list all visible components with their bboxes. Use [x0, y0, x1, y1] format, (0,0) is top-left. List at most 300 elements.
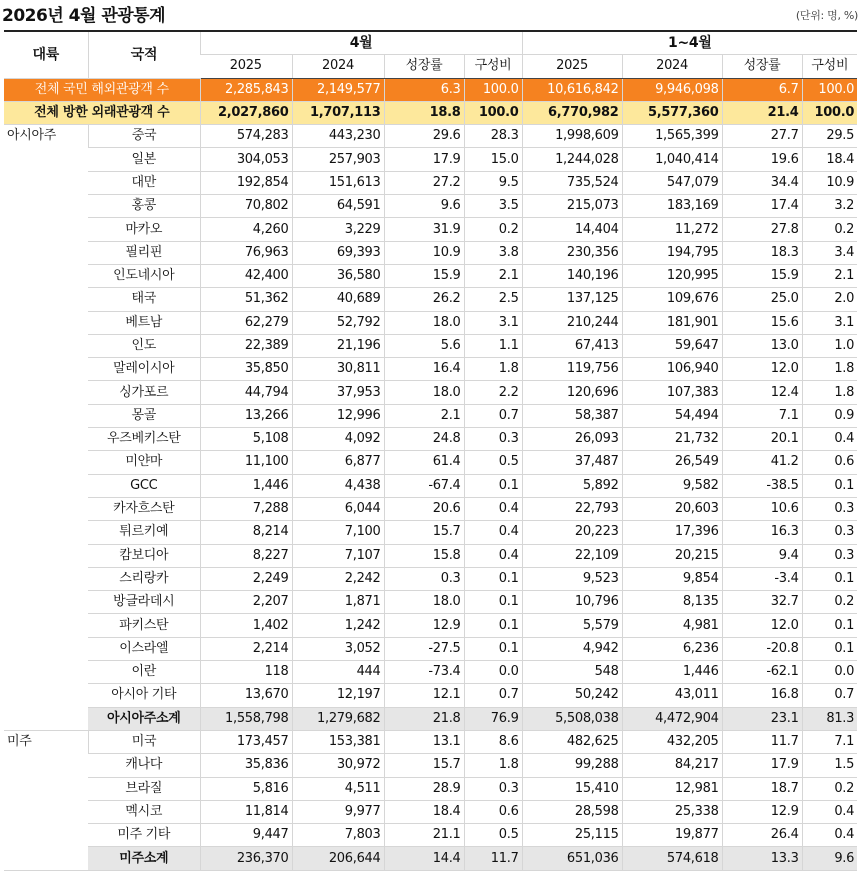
data-cell: 29.5	[802, 125, 857, 148]
data-cell: 17.9	[384, 148, 464, 171]
data-cell: 304,053	[200, 148, 292, 171]
data-cell: 15.0	[464, 148, 522, 171]
data-cell: 0.7	[802, 684, 857, 707]
subtotal-row	[4, 707, 857, 730]
data-cell: 106,940	[622, 358, 722, 381]
data-cell: 1,871	[292, 591, 384, 614]
total-outbound-row	[4, 78, 857, 101]
data-cell: -62.1	[722, 661, 802, 684]
unit-note: (단위: 명, %)	[795, 9, 858, 22]
data-cell: 194,795	[622, 241, 722, 264]
data-cell: 12,996	[292, 404, 384, 427]
table-row	[4, 428, 857, 451]
data-cell: 9.4	[722, 544, 802, 567]
data-cell: 43,011	[622, 684, 722, 707]
data-cell: 9.6	[384, 195, 464, 218]
data-cell: 42,400	[200, 264, 292, 287]
data-cell: 28.9	[384, 777, 464, 800]
table-row	[4, 824, 857, 847]
total-value: 2,285,843	[200, 78, 292, 101]
country-name: 방글라데시	[88, 591, 200, 614]
subtotal-label: 아시아주소계	[88, 707, 200, 730]
data-cell: 17.9	[722, 754, 802, 777]
data-cell: 181,901	[622, 311, 722, 334]
data-cell: 3.4	[802, 241, 857, 264]
data-cell: 27.2	[384, 171, 464, 194]
data-cell: 2.1	[464, 264, 522, 287]
table-row	[4, 218, 857, 241]
data-cell: 0.1	[464, 637, 522, 660]
data-cell: 19.6	[722, 148, 802, 171]
header-group-ytd: 1~4월	[522, 31, 857, 55]
total-value: 9,946,098	[622, 78, 722, 101]
data-cell: 0.9	[802, 404, 857, 427]
subtotal-value: 651,036	[522, 847, 622, 870]
header-col: 2024	[622, 55, 722, 78]
data-cell: 12.9	[722, 800, 802, 823]
data-cell: 151,613	[292, 171, 384, 194]
data-cell: 25.0	[722, 288, 802, 311]
data-cell: 16.4	[384, 358, 464, 381]
data-cell: 1,998,609	[522, 125, 622, 148]
data-cell: 70,802	[200, 195, 292, 218]
data-cell: 10,796	[522, 591, 622, 614]
data-cell: 22,109	[522, 544, 622, 567]
data-cell: 0.3	[384, 567, 464, 590]
data-cell: 10.9	[384, 241, 464, 264]
data-cell: 64,591	[292, 195, 384, 218]
data-cell: 4,092	[292, 428, 384, 451]
data-cell: 20.6	[384, 497, 464, 520]
data-cell: 37,487	[522, 451, 622, 474]
country-name: 홍콩	[88, 195, 200, 218]
table-row	[4, 381, 857, 404]
data-cell: 8,214	[200, 521, 292, 544]
header-col: 2024	[292, 55, 384, 78]
table-row	[4, 171, 857, 194]
data-cell: 1.8	[464, 754, 522, 777]
data-cell: 12.4	[722, 381, 802, 404]
data-cell: 12.0	[722, 358, 802, 381]
data-cell: 432,205	[622, 730, 722, 753]
total-value: 100.0	[464, 101, 522, 124]
data-cell: 15.8	[384, 544, 464, 567]
header-country: 국적	[88, 31, 200, 78]
data-cell: 118	[200, 661, 292, 684]
data-cell: -3.4	[722, 567, 802, 590]
data-cell: 0.1	[464, 591, 522, 614]
data-cell: 7,288	[200, 497, 292, 520]
subtotal-value: 81.3	[802, 707, 857, 730]
data-cell: 2.1	[802, 264, 857, 287]
header-col: 성장률	[384, 55, 464, 78]
data-cell: 35,836	[200, 754, 292, 777]
data-cell: 20.1	[722, 428, 802, 451]
data-cell: 50,242	[522, 684, 622, 707]
table-row	[4, 195, 857, 218]
data-cell: 215,073	[522, 195, 622, 218]
table-row	[4, 567, 857, 590]
subtotal-value: 14.4	[384, 847, 464, 870]
data-cell: 9,447	[200, 824, 292, 847]
data-cell: 18.4	[802, 148, 857, 171]
subtotal-row	[4, 847, 857, 870]
data-cell: 15.7	[384, 754, 464, 777]
data-cell: 140,196	[522, 264, 622, 287]
table-row	[4, 661, 857, 684]
data-cell: 1.8	[802, 358, 857, 381]
data-cell: 2,242	[292, 567, 384, 590]
country-name: 인도네시아	[88, 264, 200, 287]
data-cell: 5,108	[200, 428, 292, 451]
data-cell: 0.2	[802, 777, 857, 800]
data-cell: 0.2	[802, 218, 857, 241]
header-col: 성장률	[722, 55, 802, 78]
data-cell: 444	[292, 661, 384, 684]
data-cell: 9.5	[464, 171, 522, 194]
country-name: 캄보디아	[88, 544, 200, 567]
data-cell: 17.4	[722, 195, 802, 218]
country-name: 싱가포르	[88, 381, 200, 404]
data-cell: 15.6	[722, 311, 802, 334]
data-cell: 5.6	[384, 334, 464, 357]
data-cell: 26,549	[622, 451, 722, 474]
subtotal-value: 1,279,682	[292, 707, 384, 730]
data-cell: 21,196	[292, 334, 384, 357]
country-name: 아시아 기타	[88, 684, 200, 707]
country-name: 미주 기타	[88, 824, 200, 847]
data-cell: 120,696	[522, 381, 622, 404]
region-label: 미주	[4, 730, 88, 870]
data-cell: 15.9	[722, 264, 802, 287]
table-row	[4, 358, 857, 381]
data-cell: 0.0	[802, 661, 857, 684]
data-cell: 0.3	[464, 777, 522, 800]
data-cell: 0.3	[802, 544, 857, 567]
data-cell: -67.4	[384, 474, 464, 497]
data-cell: 0.5	[464, 451, 522, 474]
table-row	[4, 311, 857, 334]
subtotal-label: 미주소계	[88, 847, 200, 870]
total-value: 1,707,113	[292, 101, 384, 124]
data-cell: 2,249	[200, 567, 292, 590]
data-cell: 3,052	[292, 637, 384, 660]
table-row	[4, 264, 857, 287]
data-cell: 28.3	[464, 125, 522, 148]
data-cell: 183,169	[622, 195, 722, 218]
data-cell: 735,524	[522, 171, 622, 194]
data-cell: 0.3	[802, 497, 857, 520]
data-cell: 1,040,414	[622, 148, 722, 171]
data-cell: 18.3	[722, 241, 802, 264]
table-row	[4, 684, 857, 707]
table-row	[4, 241, 857, 264]
data-cell: 25,338	[622, 800, 722, 823]
country-name: 몽골	[88, 404, 200, 427]
data-cell: 30,811	[292, 358, 384, 381]
table-row	[4, 800, 857, 823]
data-cell: 0.2	[464, 218, 522, 241]
data-cell: 482,625	[522, 730, 622, 753]
data-cell: 3.1	[464, 311, 522, 334]
data-cell: 2.1	[384, 404, 464, 427]
data-cell: 21.1	[384, 824, 464, 847]
data-cell: 20,223	[522, 521, 622, 544]
data-cell: 9,582	[622, 474, 722, 497]
data-cell: 28,598	[522, 800, 622, 823]
data-cell: 1.0	[802, 334, 857, 357]
table-row	[4, 637, 857, 660]
data-cell: 0.5	[464, 824, 522, 847]
data-cell: 40,689	[292, 288, 384, 311]
data-cell: 25,115	[522, 824, 622, 847]
data-cell: 0.1	[802, 567, 857, 590]
subtotal-value: 5,508,038	[522, 707, 622, 730]
data-cell: 35,850	[200, 358, 292, 381]
total-value: 21.4	[722, 101, 802, 124]
data-cell: 1,402	[200, 614, 292, 637]
data-cell: -38.5	[722, 474, 802, 497]
subtotal-value: 9.6	[802, 847, 857, 870]
data-cell: 18.0	[384, 311, 464, 334]
data-cell: -73.4	[384, 661, 464, 684]
table-row	[4, 497, 857, 520]
data-cell: 12,197	[292, 684, 384, 707]
country-name: 마카오	[88, 218, 200, 241]
data-cell: 26.4	[722, 824, 802, 847]
data-cell: 6,044	[292, 497, 384, 520]
data-cell: 1,242	[292, 614, 384, 637]
table-row	[4, 288, 857, 311]
country-name: 필리핀	[88, 241, 200, 264]
header-col: 2025	[522, 55, 622, 78]
subtotal-value: 11.7	[464, 847, 522, 870]
data-cell: 8.6	[464, 730, 522, 753]
data-cell: 18.7	[722, 777, 802, 800]
data-cell: 4,260	[200, 218, 292, 241]
data-cell: 230,356	[522, 241, 622, 264]
header-col: 구성비	[464, 55, 522, 78]
data-cell: 0.1	[464, 614, 522, 637]
data-cell: 67,413	[522, 334, 622, 357]
data-cell: 6,877	[292, 451, 384, 474]
data-cell: 173,457	[200, 730, 292, 753]
data-cell: 22,793	[522, 497, 622, 520]
data-cell: 29.6	[384, 125, 464, 148]
data-cell: 20,603	[622, 497, 722, 520]
data-cell: 59,647	[622, 334, 722, 357]
table-row	[4, 777, 857, 800]
data-cell: 2.2	[464, 381, 522, 404]
data-cell: 0.4	[802, 824, 857, 847]
total-value: 6,770,982	[522, 101, 622, 124]
data-cell: 20,215	[622, 544, 722, 567]
data-cell: 31.9	[384, 218, 464, 241]
header-group-april: 4월	[200, 31, 522, 55]
data-cell: 58,387	[522, 404, 622, 427]
page-title: 2026년 4월 관광통계	[2, 6, 166, 26]
data-cell: 18.4	[384, 800, 464, 823]
country-name: 파키스탄	[88, 614, 200, 637]
data-cell: 0.7	[464, 404, 522, 427]
data-cell: 13,670	[200, 684, 292, 707]
data-cell: 5,579	[522, 614, 622, 637]
data-cell: 15.7	[384, 521, 464, 544]
data-cell: 548	[522, 661, 622, 684]
data-cell: 1.1	[464, 334, 522, 357]
total-value: 18.8	[384, 101, 464, 124]
data-cell: 13.0	[722, 334, 802, 357]
country-name: 카자흐스탄	[88, 497, 200, 520]
data-cell: 52,792	[292, 311, 384, 334]
data-cell: 32.7	[722, 591, 802, 614]
data-cell: 24.8	[384, 428, 464, 451]
data-cell: 0.1	[802, 614, 857, 637]
country-name: 태국	[88, 288, 200, 311]
table-row	[4, 404, 857, 427]
data-cell: 37,953	[292, 381, 384, 404]
country-name: 스리랑카	[88, 567, 200, 590]
data-cell: 3.2	[802, 195, 857, 218]
data-cell: 99,288	[522, 754, 622, 777]
data-cell: 14,404	[522, 218, 622, 241]
subtotal-value: 206,644	[292, 847, 384, 870]
country-name: 이란	[88, 661, 200, 684]
data-cell: 13.1	[384, 730, 464, 753]
country-name: 브라질	[88, 777, 200, 800]
subtotal-value: 1,558,798	[200, 707, 292, 730]
data-cell: 34.4	[722, 171, 802, 194]
data-cell: 2.0	[802, 288, 857, 311]
data-cell: 41.2	[722, 451, 802, 474]
data-cell: 443,230	[292, 125, 384, 148]
data-cell: 1,565,399	[622, 125, 722, 148]
data-cell: 0.1	[464, 567, 522, 590]
data-cell: 16.3	[722, 521, 802, 544]
data-cell: 109,676	[622, 288, 722, 311]
data-cell: 26.2	[384, 288, 464, 311]
data-cell: 5,892	[522, 474, 622, 497]
table-row	[4, 754, 857, 777]
data-cell: 2.5	[464, 288, 522, 311]
data-cell: 11.7	[722, 730, 802, 753]
tourism-stats-table	[4, 30, 857, 871]
data-cell: 18.0	[384, 591, 464, 614]
data-cell: 8,135	[622, 591, 722, 614]
data-cell: 7,803	[292, 824, 384, 847]
data-cell: 61.4	[384, 451, 464, 474]
data-cell: 2,214	[200, 637, 292, 660]
data-cell: 0.4	[464, 521, 522, 544]
data-cell: 3.5	[464, 195, 522, 218]
data-cell: 84,217	[622, 754, 722, 777]
data-cell: 13,266	[200, 404, 292, 427]
country-name: 일본	[88, 148, 200, 171]
data-cell: 44,794	[200, 381, 292, 404]
data-cell: 10.9	[802, 171, 857, 194]
data-cell: 7,107	[292, 544, 384, 567]
data-cell: 0.4	[802, 800, 857, 823]
table-body	[4, 78, 857, 870]
total-value: 6.3	[384, 78, 464, 101]
data-cell: 36,580	[292, 264, 384, 287]
data-cell: 22,389	[200, 334, 292, 357]
total-inbound-row	[4, 101, 857, 124]
data-cell: 120,995	[622, 264, 722, 287]
data-cell: 4,981	[622, 614, 722, 637]
data-cell: 5,816	[200, 777, 292, 800]
total-value: 5,577,360	[622, 101, 722, 124]
data-cell: 1,244,028	[522, 148, 622, 171]
total-value: 2,027,860	[200, 101, 292, 124]
country-name: 미얀마	[88, 451, 200, 474]
data-cell: 137,125	[522, 288, 622, 311]
table-row	[4, 125, 857, 148]
country-name: 멕시코	[88, 800, 200, 823]
country-name: GCC	[88, 474, 200, 497]
data-cell: 51,362	[200, 288, 292, 311]
data-cell: 69,393	[292, 241, 384, 264]
data-cell: -20.8	[722, 637, 802, 660]
data-cell: 0.1	[464, 474, 522, 497]
subtotal-value: 574,618	[622, 847, 722, 870]
total-label: 전체 방한 외래관광객 수	[4, 101, 200, 124]
country-name: 중국	[88, 125, 200, 148]
data-cell: 257,903	[292, 148, 384, 171]
data-cell: 19,877	[622, 824, 722, 847]
data-cell: 6,236	[622, 637, 722, 660]
data-cell: 119,756	[522, 358, 622, 381]
data-cell: 210,244	[522, 311, 622, 334]
data-cell: 17,396	[622, 521, 722, 544]
country-name: 인도	[88, 334, 200, 357]
table-row	[4, 521, 857, 544]
data-cell: 11,100	[200, 451, 292, 474]
data-cell: 7,100	[292, 521, 384, 544]
country-name: 미국	[88, 730, 200, 753]
subtotal-value: 23.1	[722, 707, 802, 730]
data-cell: 3.8	[464, 241, 522, 264]
total-value: 6.7	[722, 78, 802, 101]
data-cell: 1,446	[622, 661, 722, 684]
data-cell: 153,381	[292, 730, 384, 753]
subtotal-value: 76.9	[464, 707, 522, 730]
table-row	[4, 334, 857, 357]
data-cell: 27.7	[722, 125, 802, 148]
subtotal-value: 21.8	[384, 707, 464, 730]
data-cell: 1.5	[802, 754, 857, 777]
data-cell: 4,511	[292, 777, 384, 800]
data-cell: 0.6	[464, 800, 522, 823]
data-cell: 12.1	[384, 684, 464, 707]
data-cell: 16.8	[722, 684, 802, 707]
total-value: 10,616,842	[522, 78, 622, 101]
data-cell: 3,229	[292, 218, 384, 241]
data-cell: 18.0	[384, 381, 464, 404]
data-cell: 1.8	[464, 358, 522, 381]
data-cell: -27.5	[384, 637, 464, 660]
data-cell: 12,981	[622, 777, 722, 800]
country-name: 베트남	[88, 311, 200, 334]
table-row	[4, 474, 857, 497]
data-cell: 0.4	[802, 428, 857, 451]
data-cell: 11,272	[622, 218, 722, 241]
total-value: 2,149,577	[292, 78, 384, 101]
data-cell: 0.6	[802, 451, 857, 474]
data-cell: 1.8	[802, 381, 857, 404]
data-cell: 0.1	[802, 637, 857, 660]
table-row	[4, 614, 857, 637]
